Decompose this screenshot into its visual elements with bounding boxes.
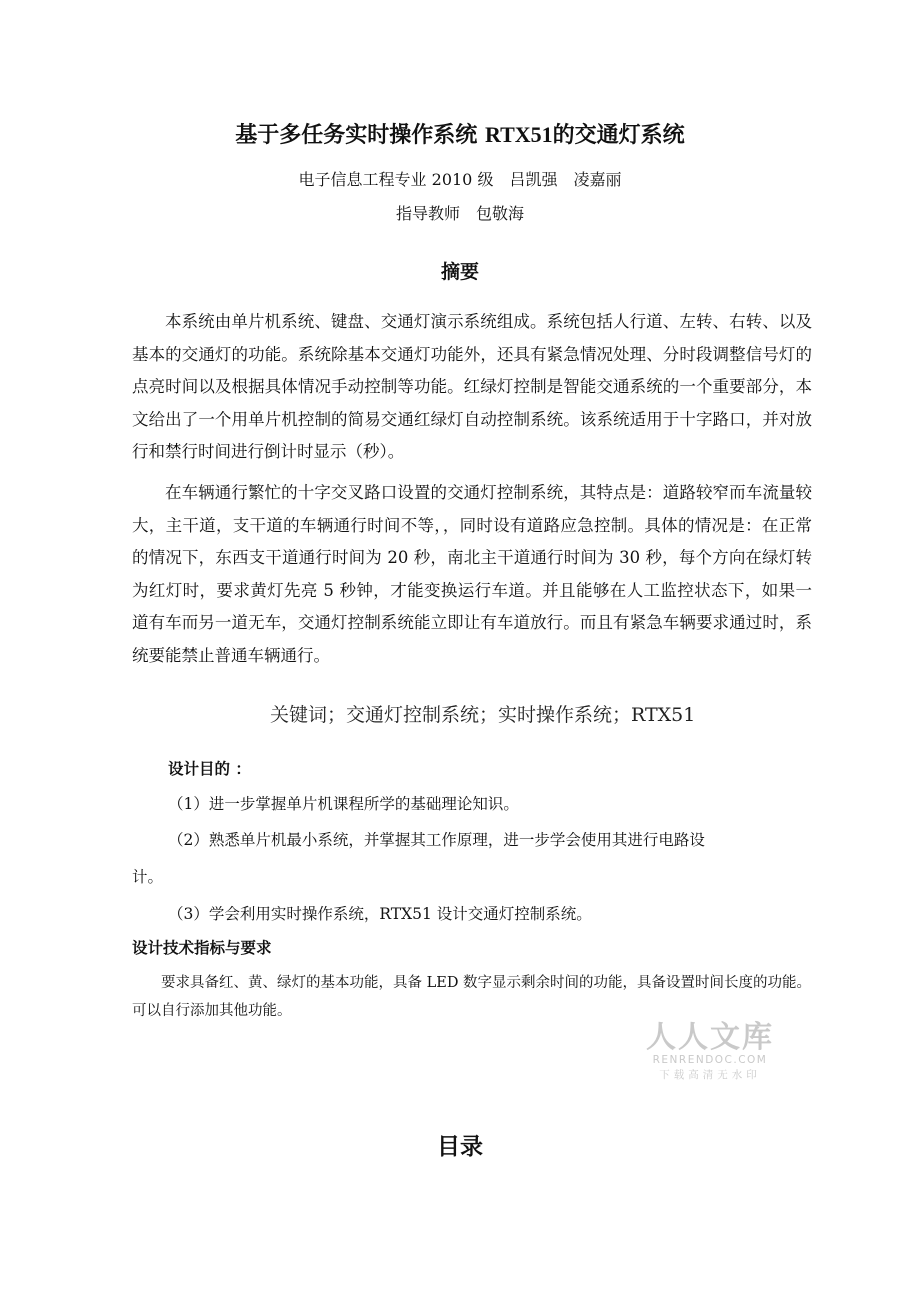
document-title — [0, 118, 920, 149]
author-line: 电子信息工程专业 2010 级 吕凯强 凌嘉丽 — [298, 170, 622, 189]
keywords-line: 关键词；交通灯控制系统；实时操作系统；RTX51 — [270, 704, 696, 726]
watermark-logo — [645, 1012, 775, 1082]
watermark-brand: 人人文库 — [646, 1020, 774, 1055]
design-purpose-item-2-cont: 计。 — [132, 868, 164, 886]
title-part-1: 基于多任务实时操作系统 — [235, 123, 478, 148]
design-purpose-item-3: （3）学会利用实时操作系统，RTX51 设计交通灯控制系统。 — [168, 905, 592, 923]
requirements-text: 要求具备红、黄、绿灯的基本功能，具备 LED 数字显示剩余时间的功能，具备设置时间长度的功能。可以自行添加其他功能。 — [132, 975, 812, 1019]
toc-heading: 目录 — [437, 1134, 483, 1160]
watermark-url: RENRENDOC.COM — [652, 1054, 768, 1066]
design-purpose-item-1: （1）进一步掌握单片机课程所学的基础理论知识。 — [168, 795, 519, 813]
abstract-paragraph-1: 本系统由单片机系统、键盘、交通灯演示系统组成。系统包括人行道、左转、右转、以及基本的交通灯的功能。系统除基本交通灯功能外，还具有紧急情况处理、分时段调整信号灯的点亮时间以及根据具体情况手动控制等功能。红绿灯控制是智能交通系统的一个重要部分，本文给出了一个用单片机控制的简易交通红绿灯自动控制系统。该系统适用于十字路口，并对放行和禁行时间进行倒计时显示（秒）。 — [132, 312, 812, 461]
design-purpose-heading: 设计目的 ： — [168, 760, 251, 778]
watermark-tagline: 下载高清无水印 — [659, 1069, 761, 1081]
design-purpose-item-2: （2）熟悉单片机最小系统，并掌握其工作原理，进一步学会使用其进行电路设 — [168, 831, 705, 849]
title-part-2: RTX51 — [484, 122, 553, 147]
abstract-paragraph-2: 在车辆通行繁忙的十字交叉路口设置的交通灯控制系统，其特点是：道路较窄而车流量较大，主干道，支干道的车辆通行时间不等，，同时设有道路应急控制。具体的情况是：在正常的情况下，东西支干道通行时间为 20 秒，南北主干道通行时间为 30 秒，每个方向在绿灯转为红灯时，要求黄灯先亮 5 秒钟，才能变换运行车道。并且能够在人工监控状态下，如果一道有车而另一道无车，交通灯控制系统能立即让有车道放行。而且有紧急车辆要求通过时，系统要能禁止普通车辆通行。 — [132, 483, 812, 665]
title-part-3: 的交通灯系统 — [552, 123, 685, 148]
abstract-heading: 摘要 — [440, 261, 479, 283]
requirements-heading: 设计技术指标与要求 — [132, 939, 272, 957]
advisor-line: 指导教师 包敬海 — [395, 204, 524, 223]
